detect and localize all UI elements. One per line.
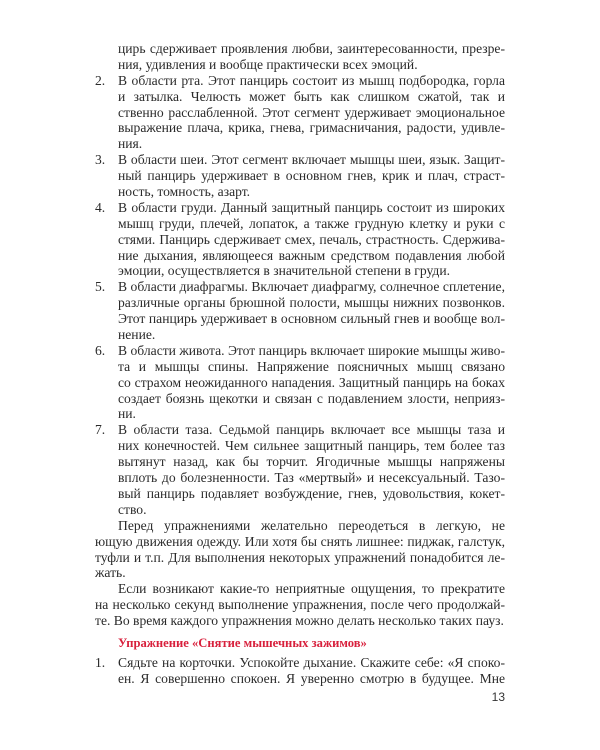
- list-item: [0, 655, 600, 687]
- text-line: эмоции, осуществляется в значительной степени в груди.: [118, 263, 451, 279]
- text-line: ние дыхания, являющееся важным средством подавления любой: [118, 247, 505, 263]
- text-line: вплоть до болезненности. Таз «мертвый» и несексуальный. Тазо-: [118, 470, 505, 486]
- text-line: ни.: [118, 406, 136, 422]
- text-line: Если возникают какие-то неприятные ощущения, то прекратите: [118, 581, 505, 597]
- text-line: ный панцирь удерживает в основном гнев, крик и плач, страст-: [118, 168, 505, 184]
- text-line: и затылка. Челюсть может быть как слишком сжатой, так и: [118, 88, 505, 104]
- text-line: них конечностей. Чем сильнее защитный панцирь, тем более таз: [118, 438, 505, 454]
- list-item: [0, 152, 600, 200]
- text-line: со страхом неожиданного нападения. Защитный панцирь на боках: [118, 374, 505, 390]
- text-line: ственно расслабленной. Этот сегмент удерживает эмоциональное: [118, 104, 505, 120]
- text-line: жать.: [95, 565, 126, 581]
- text-line: вый панцирь подавляет возбуждение, гнев, удовольствия, кокет-: [118, 485, 505, 501]
- list-number: 5.: [95, 279, 106, 295]
- text-line: вытянут назад, как бы торчит. Ягодичные мышцы напряжены: [118, 454, 505, 470]
- list-item: [0, 422, 600, 517]
- list-number: 3.: [95, 152, 106, 168]
- text-line: цирь сдерживает проявления любви, заинтересованности, презре-: [118, 41, 505, 56]
- list-number: 6.: [95, 342, 106, 358]
- list-number: 2.: [95, 72, 106, 88]
- list-number: 1.: [95, 654, 106, 670]
- text-line: Этот панцирь удерживает в основном сильный гнев и вообще вол-: [118, 311, 505, 327]
- text-line: ен. Я совершенно спокоен. Я уверенно смотрю в будущее. Мне: [118, 670, 505, 686]
- text-line: на несколько секунд выполнение упражнения, после чего продолжай-: [95, 597, 505, 613]
- list-item: [0, 200, 600, 279]
- text-line: В области рта. Этот панцирь состоит из мышц подбородка, горла: [118, 72, 505, 88]
- text-line: ния.: [118, 136, 143, 152]
- text-line: В области груди. Данный защитный панцирь состоит из широких: [118, 199, 505, 215]
- text-line: создает боязнь щекотки и связан с подавлением злости, неприяз-: [118, 390, 505, 406]
- text-line: В области диафрагмы. Включает диафрагму, солнечное сплетение,: [118, 279, 505, 295]
- text-line: та и мышцы спины. Напряжение поясничных мышц связано: [118, 358, 505, 374]
- text-line: выражение плача, крика, гнева, гримасничания, радости, удивле-: [118, 120, 505, 136]
- text-line: различные органы брюшной полости, мышцы нижних позвонков.: [118, 295, 505, 311]
- text-line: те. Во время каждого упражнения можно делать несколько таких пауз.: [95, 613, 504, 629]
- exercise-heading: Упражнение «Снятие мышечных зажимов»: [118, 635, 367, 650]
- paragraph: [0, 518, 600, 582]
- text-line: ния, удивления и вообще практически всех эмоций.: [118, 56, 418, 72]
- list-item: [0, 279, 600, 343]
- text-line: Перед упражнениями желательно переодеться в легкую, не: [118, 517, 505, 533]
- text-line: ющую движения одежду. Или хотя бы снять лишнее: пиджак, галстук,: [95, 533, 505, 549]
- text-line: стями. Панцирь сдерживает смех, печаль, страстность. Сдержива-: [118, 231, 505, 247]
- list-item: [0, 73, 600, 152]
- text-line: В области живота. Этот панцирь включает широкие мышцы живо-: [118, 342, 505, 358]
- text-line: мышц груди, плечей, лопаток, а также грудную клетку и руки с: [118, 215, 505, 231]
- page-number: 13: [491, 690, 505, 704]
- list-number: 7.: [95, 422, 106, 438]
- text-line: туфли и т.п. Для выполнения некоторых упражнений понадобится ле-: [95, 549, 505, 565]
- text-line: ство.: [118, 501, 147, 517]
- paragraph: [0, 41, 600, 73]
- list-item: [0, 343, 600, 422]
- paragraph: [0, 581, 600, 629]
- text-line: В области таза. Седьмой панцирь включает все мышцы таза и: [118, 422, 505, 438]
- page-body: [0, 41, 600, 687]
- text-line: ность, томность, азарт.: [118, 184, 251, 200]
- text-line: нение.: [118, 327, 156, 343]
- text-line: Сядьте на корточки. Успокойте дыхание. Скажите себе: «Я споко-: [118, 654, 505, 670]
- text-line: В области шеи. Этот сегмент включает мышцы шеи, язык. Защит-: [118, 152, 505, 168]
- list-number: 4.: [95, 199, 106, 215]
